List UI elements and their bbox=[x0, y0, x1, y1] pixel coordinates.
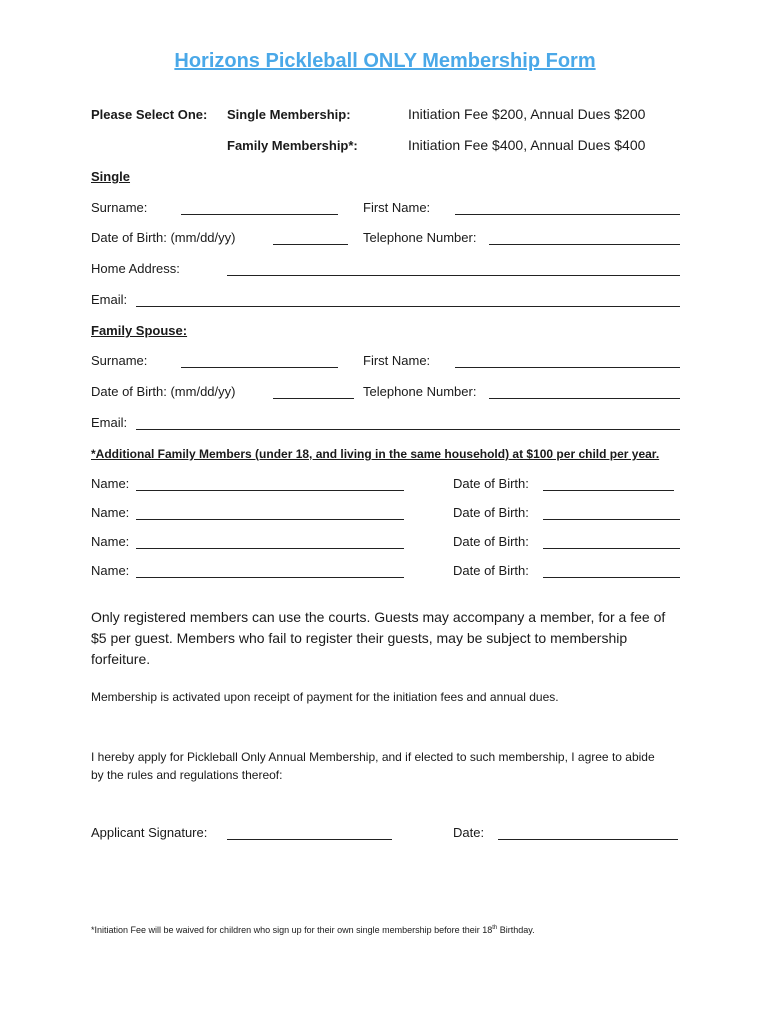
activation-text: Membership is activated upon receipt of payment for the initiation fees and annual dues. bbox=[91, 690, 559, 704]
spouse-first-name-field[interactable] bbox=[455, 367, 680, 368]
child-dob-label: Date of Birth: bbox=[453, 505, 529, 520]
single-address-field[interactable] bbox=[227, 275, 680, 276]
footnote bbox=[91, 925, 535, 935]
single-membership-fee: Initiation Fee $200, Annual Dues $200 bbox=[408, 106, 646, 122]
spouse-surname-label: Surname: bbox=[91, 353, 148, 368]
child-name-field[interactable] bbox=[136, 577, 404, 578]
footnote-superscript: th bbox=[492, 925, 498, 931]
child-name-label: Name: bbox=[91, 505, 130, 520]
child-name-field[interactable] bbox=[136, 548, 404, 549]
child-name-label: Name: bbox=[91, 534, 130, 549]
child-dob-field[interactable] bbox=[543, 577, 680, 578]
child-dob-field[interactable] bbox=[543, 490, 674, 491]
child-name-label: Name: bbox=[91, 476, 130, 491]
spouse-telephone-field[interactable] bbox=[489, 398, 680, 399]
form-title: Horizons Pickleball ONLY Membership Form bbox=[174, 50, 596, 72]
child-dob-label: Date of Birth: bbox=[453, 476, 529, 491]
single-email-field[interactable] bbox=[136, 306, 680, 307]
child-dob-label: Date of Birth: bbox=[453, 534, 529, 549]
spouse-surname-field[interactable] bbox=[181, 367, 338, 368]
additional-members-heading: *Additional Family Members (under 18, and living in the same household) at $100 per child per year. bbox=[91, 447, 660, 461]
child-dob-label: Date of Birth: bbox=[453, 563, 529, 578]
spouse-dob-field[interactable] bbox=[273, 398, 354, 399]
single-address-label: Home Address: bbox=[91, 261, 180, 276]
signature-date-field[interactable] bbox=[498, 839, 678, 840]
family-membership-fee: Initiation Fee $400, Annual Dues $400 bbox=[408, 137, 646, 153]
child-dob-field[interactable] bbox=[543, 548, 680, 549]
spouse-telephone-label: Telephone Number: bbox=[363, 384, 477, 399]
single-dob-field[interactable] bbox=[273, 244, 348, 245]
child-dob-field[interactable] bbox=[543, 519, 680, 520]
single-dob-label: Date of Birth: (mm/dd/yy) bbox=[91, 230, 236, 245]
single-telephone-field[interactable] bbox=[489, 244, 680, 245]
signature-date-label: Date: bbox=[453, 825, 485, 840]
spouse-section-heading: Family Spouse: bbox=[91, 323, 188, 338]
applicant-signature-label: Applicant Signature: bbox=[91, 825, 208, 840]
application-statement: I hereby apply for Pickleball Only Annual Membership, and if elected to such membership, I agree to abide by the rules and regulations thereof: bbox=[91, 750, 655, 782]
spouse-email-field[interactable] bbox=[136, 429, 680, 430]
single-telephone-label: Telephone Number: bbox=[363, 230, 477, 245]
spouse-email-label: Email: bbox=[91, 415, 128, 430]
single-surname-label: Surname: bbox=[91, 200, 148, 215]
footnote-text: *Initiation Fee will be waived for children who sign up for their own single membership before their 18 bbox=[91, 925, 493, 935]
select-one-label: Please Select One: bbox=[91, 107, 208, 122]
single-section-heading: Single bbox=[91, 169, 131, 184]
spouse-first-name-label: First Name: bbox=[363, 353, 431, 368]
child-name-label: Name: bbox=[91, 563, 130, 578]
single-surname-field[interactable] bbox=[181, 214, 338, 215]
child-name-field[interactable] bbox=[136, 519, 404, 520]
single-first-name-label: First Name: bbox=[363, 200, 431, 215]
single-membership-option[interactable]: Single Membership: bbox=[227, 107, 351, 122]
child-name-field[interactable] bbox=[136, 490, 404, 491]
spouse-dob-label: Date of Birth: (mm/dd/yy) bbox=[91, 384, 236, 399]
footnote-tail: Birthday. bbox=[497, 925, 535, 935]
single-email-label: Email: bbox=[91, 292, 128, 307]
applicant-signature-field[interactable] bbox=[227, 839, 392, 840]
guest-policy-text: Only registered members can use the courts. Guests may accompany a member, for a fee of $5 per guest. Members who fail to register their guests, may be subject to membership forfeiture. bbox=[91, 609, 666, 667]
single-first-name-field[interactable] bbox=[455, 214, 680, 215]
family-membership-option[interactable]: Family Membership*: bbox=[227, 138, 358, 153]
